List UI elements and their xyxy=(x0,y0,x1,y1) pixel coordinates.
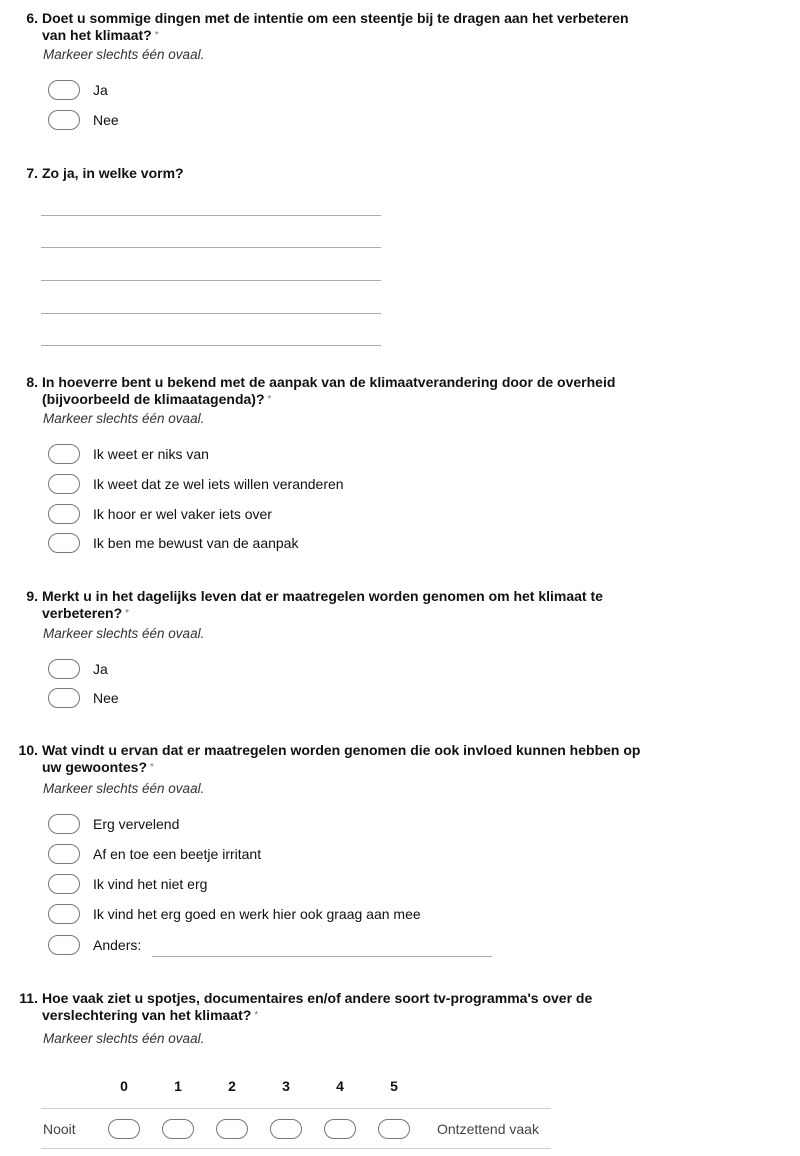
question-number: 7. xyxy=(26,165,38,181)
answer-line[interactable] xyxy=(41,247,381,248)
question-title-line2: van het klimaat? xyxy=(42,27,152,43)
hint-text: Markeer slechts één ovaal. xyxy=(43,1031,205,1046)
answer-line[interactable] xyxy=(41,345,381,346)
scale-low-label: Nooit xyxy=(43,1121,76,1137)
option-label: Ik ben me bewust van de aanpak xyxy=(93,535,299,551)
option-label: Anders: xyxy=(93,937,142,953)
oval-radio[interactable] xyxy=(48,533,80,553)
answer-line[interactable] xyxy=(41,280,381,281)
option-label: Ik hoor er wel vaker iets over xyxy=(93,506,272,522)
required-marker: * xyxy=(125,608,130,619)
question-number: 6. xyxy=(26,10,38,26)
question-title-line1: Hoe vaak ziet u spotjes, documentaires en/of andere soort tv-programma's over de xyxy=(42,990,593,1006)
scale-label-0: 0 xyxy=(120,1078,128,1094)
option-label: Nee xyxy=(93,112,119,128)
oval-radio[interactable] xyxy=(48,504,80,524)
scale-oval-1[interactable] xyxy=(162,1119,194,1139)
hint-text: Markeer slechts één ovaal. xyxy=(43,781,205,796)
question-title-line2: uw gewoontes? xyxy=(42,759,147,775)
question-title-line2: verbeteren? xyxy=(42,605,123,621)
hint-text: Markeer slechts één ovaal. xyxy=(43,411,205,426)
scale-divider xyxy=(41,1148,551,1149)
answer-line[interactable] xyxy=(41,313,381,314)
question-title-line1: Wat vindt u ervan dat er maatregelen worden genomen die ook invloed kunnen hebben op xyxy=(42,742,641,758)
question-title-line1: Merkt u in het dagelijks leven dat er maatregelen worden genomen om het klimaat te xyxy=(42,588,603,604)
scale-divider xyxy=(41,1108,551,1109)
oval-radio[interactable] xyxy=(48,110,80,130)
hint-text: Markeer slechts één ovaal. xyxy=(43,47,205,62)
question-title xyxy=(42,588,732,622)
option-label: Ik weet er niks van xyxy=(93,446,209,462)
option-label: Ik vind het erg goed en werk hier ook graag aan mee xyxy=(93,906,421,922)
question-title-line2: verslechtering van het klimaat? xyxy=(42,1007,252,1023)
oval-radio[interactable] xyxy=(48,80,80,100)
oval-radio[interactable] xyxy=(48,814,80,834)
required-marker: * xyxy=(150,762,154,773)
question-title xyxy=(42,990,732,1024)
scale-label-3: 3 xyxy=(282,1078,290,1094)
required-marker: * xyxy=(254,1010,259,1021)
question-number: 11. xyxy=(19,990,38,1006)
scale-oval-0[interactable] xyxy=(108,1119,140,1139)
question-number: 9. xyxy=(26,588,38,604)
oval-radio[interactable] xyxy=(48,474,80,494)
scale-oval-2[interactable] xyxy=(216,1119,248,1139)
other-text-input[interactable] xyxy=(152,956,492,957)
question-title-line1: In hoeverre bent u bekend met de aanpak van de klimaatverandering door de overheid xyxy=(42,374,616,390)
scale-label-2: 2 xyxy=(228,1078,236,1094)
oval-radio[interactable] xyxy=(48,904,80,924)
answer-line[interactable] xyxy=(41,215,381,216)
question-title-line1: Doet u sommige dingen met de intentie om een steentje bij te dragen aan het verbeteren xyxy=(42,10,629,26)
oval-radio[interactable] xyxy=(48,874,80,894)
option-label: Ik weet dat ze wel iets willen veranderen xyxy=(93,476,344,492)
oval-radio[interactable] xyxy=(48,844,80,864)
oval-radio[interactable] xyxy=(48,444,80,464)
question-number: 8. xyxy=(26,374,38,390)
scale-oval-5[interactable] xyxy=(378,1119,410,1139)
option-label: Af en toe een beetje irritant xyxy=(93,846,262,862)
question-title xyxy=(42,374,732,408)
scale-oval-3[interactable] xyxy=(270,1119,302,1139)
oval-radio[interactable] xyxy=(48,935,80,955)
option-label: Ja xyxy=(93,82,108,98)
question-title xyxy=(42,742,732,776)
question-number: 10. xyxy=(18,742,38,758)
option-label: Nee xyxy=(93,690,119,706)
scale-label-5: 5 xyxy=(390,1078,398,1094)
scale-oval-4[interactable] xyxy=(324,1119,356,1139)
hint-text: Markeer slechts één ovaal. xyxy=(43,626,205,641)
option-label: Ik vind het niet erg xyxy=(93,876,208,892)
required-marker: * xyxy=(267,394,272,405)
question-title-line2: (bijvoorbeeld de klimaatagenda)? xyxy=(42,391,265,407)
scale-label-1: 1 xyxy=(174,1078,182,1094)
required-marker: * xyxy=(154,30,159,41)
oval-radio[interactable] xyxy=(48,688,80,708)
option-label: Erg vervelend xyxy=(93,816,180,832)
oval-radio[interactable] xyxy=(48,659,80,679)
scale-label-4: 4 xyxy=(336,1078,344,1094)
question-title xyxy=(42,10,732,44)
option-label: Ja xyxy=(93,661,108,677)
question-title: Zo ja, in welke vorm? xyxy=(42,165,184,181)
scale-high-label: Ontzettend vaak xyxy=(437,1121,539,1137)
